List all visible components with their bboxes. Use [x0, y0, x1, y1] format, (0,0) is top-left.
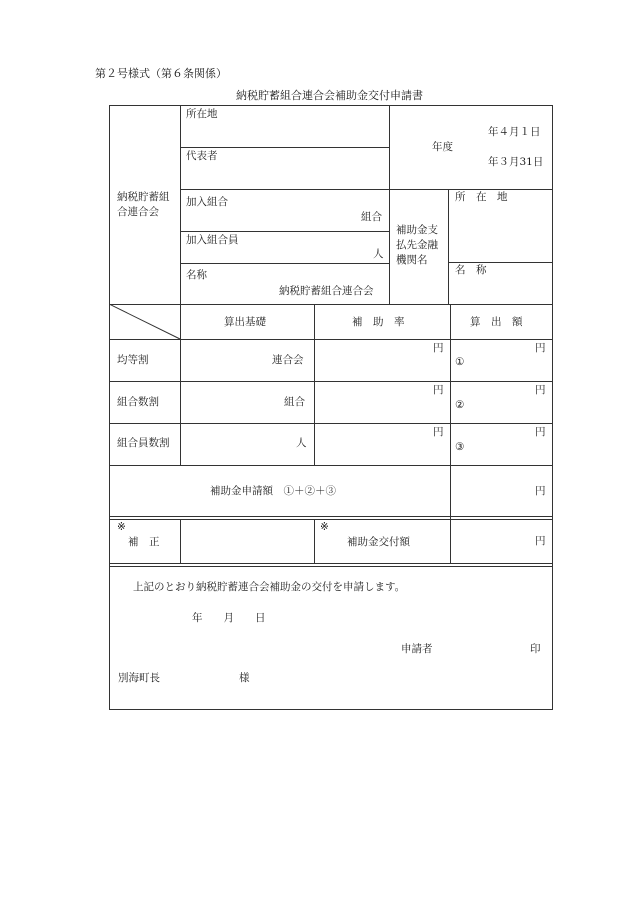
header-amount: 算 出 額: [470, 316, 523, 328]
correction-label: 補 正: [128, 536, 160, 548]
table-top-border: [109, 105, 553, 106]
header-rate: 補 助 率: [352, 316, 405, 328]
grant-amount-label: 補助金交付額: [347, 536, 410, 548]
address-label: 所在地: [186, 108, 218, 120]
divider: [448, 262, 553, 263]
members-unit: 人: [373, 248, 384, 260]
document-title: 納税貯蓄組合連合会補助金交付申請書: [236, 89, 423, 102]
application-date: 年 月 日: [192, 612, 266, 624]
row-label-equal: 均等割: [117, 354, 149, 366]
row-unit-members: 人: [296, 437, 307, 449]
divider: [314, 304, 315, 466]
divider: [180, 231, 390, 232]
total-unit: 円: [535, 485, 546, 497]
addressee: 別海町長: [118, 672, 160, 684]
bank-label-line3: 機関名: [396, 254, 428, 266]
header-diagonal-line: [109, 304, 181, 340]
office-mark-1: ※: [117, 521, 126, 533]
divider: [180, 147, 390, 148]
divider: [109, 423, 553, 424]
members-label: 加入組合員: [186, 234, 239, 246]
row-marker-equal: ①: [455, 356, 465, 368]
total-label: 補助金申請額 ①＋②＋③: [210, 485, 336, 497]
divider: [109, 516, 553, 517]
table-left-border: [109, 105, 110, 710]
bank-address-label: 所 在 地: [455, 191, 508, 203]
grant-unit: 円: [535, 535, 546, 547]
divider: [450, 304, 451, 564]
table-right-border: [552, 105, 553, 710]
bank-label-line2: 払先金融: [396, 239, 438, 251]
row-label-members: 組合員数割: [117, 437, 170, 449]
divider: [109, 339, 553, 340]
divider: [109, 381, 553, 382]
fiscal-year-label: 年度: [432, 141, 453, 153]
row-rate-unit-unions: 円: [433, 384, 444, 396]
period-start: 年４月１日: [488, 126, 541, 138]
row-marker-unions: ②: [455, 399, 465, 411]
row-unit-unions: 組合: [284, 396, 305, 408]
addressee-honorific: 様: [239, 672, 250, 684]
union-row-label-line2: 合連合会: [117, 206, 159, 218]
applicant-label: 申請者: [401, 643, 433, 655]
row-amount-unit-equal: 円: [535, 342, 546, 354]
divider: [448, 189, 449, 305]
row-amount-unit-members: 円: [535, 426, 546, 438]
union-name-label: 名称: [186, 269, 207, 281]
row-amount-unit-unions: 円: [535, 384, 546, 396]
divider: [180, 304, 181, 466]
member-unions-label: 加入組合: [186, 196, 228, 208]
row-rate-unit-equal: 円: [433, 342, 444, 354]
row-marker-members: ③: [455, 441, 465, 453]
form-number: 第２号様式（第６条関係）: [95, 67, 227, 80]
union-name-value: 納税貯蓄組合連合会: [279, 285, 374, 297]
office-mark-2: ※: [320, 521, 329, 533]
divider: [180, 189, 553, 190]
header-basis: 算出基礎: [224, 316, 266, 328]
divider: [180, 519, 181, 564]
row-label-unions: 組合数割: [117, 396, 159, 408]
table-bottom-border: [109, 709, 553, 710]
seal-mark: 印: [530, 643, 541, 655]
bank-name-label: 名 称: [455, 264, 487, 276]
row-unit-equal: 連合会: [272, 354, 304, 366]
period-end: 年３月31日: [488, 156, 544, 168]
representative-label: 代表者: [186, 150, 218, 162]
divider: [180, 263, 390, 264]
declaration-text: 上記のとおり納税貯蓄連合会補助金の交付を申請します。: [133, 581, 406, 593]
bank-label-line1: 補助金支: [396, 224, 438, 236]
divider: [314, 519, 315, 564]
union-row-label-line1: 納税貯蓄組: [117, 191, 170, 203]
divider: [109, 563, 553, 564]
divider: [109, 465, 553, 466]
divider: [109, 566, 553, 567]
divider: [180, 105, 181, 305]
divider: [109, 519, 553, 520]
member-unions-unit: 組合: [361, 211, 382, 223]
row-rate-unit-members: 円: [433, 426, 444, 438]
divider: [389, 105, 390, 305]
